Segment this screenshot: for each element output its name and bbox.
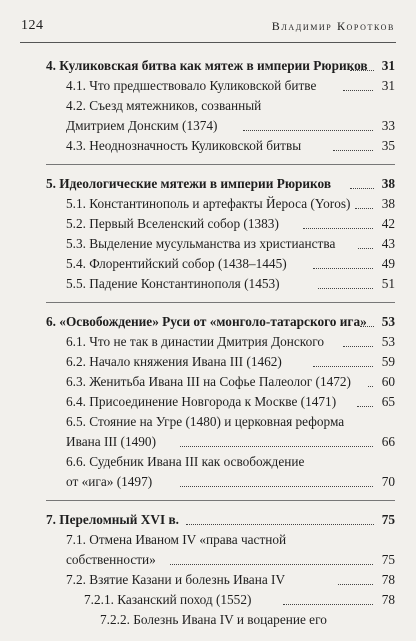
- toc-item[interactable]: [0, 76, 416, 96]
- toc-item-title: 7.2. Взятие Казани и болезнь Ивана IV: [66, 572, 286, 587]
- toc-item-title: 5.2. Первый Вселенский собор (1383): [66, 216, 279, 231]
- toc-item[interactable]: [0, 392, 416, 412]
- dot-leader: [358, 248, 373, 249]
- toc-item-continuation[interactable]: [0, 432, 416, 452]
- toc-page: 66: [381, 434, 395, 449]
- toc-item-title: 6.1. Что не так в династии Дмитрия Донского: [66, 334, 325, 349]
- toc-item[interactable]: [0, 96, 416, 116]
- toc-item-title: 6.6. Судебник Ивана III как освобождение: [66, 454, 305, 469]
- toc-chapter-title: 5. Идеологические мятежи в империи Рюриков: [46, 176, 332, 191]
- toc-item-title: 4.2. Съезд мятежников, созванный: [66, 98, 262, 113]
- toc-item-title: 5.5. Падение Константинополя (1453): [66, 276, 280, 291]
- toc-item[interactable]: [0, 254, 416, 274]
- dot-leader: [313, 366, 373, 367]
- dot-leader: [243, 130, 373, 131]
- toc-item-title: собственности»: [66, 552, 156, 567]
- toc-page: 53: [381, 314, 395, 329]
- toc-item[interactable]: [0, 332, 416, 352]
- toc-chapter-7[interactable]: [0, 510, 416, 530]
- section-separator: [46, 302, 395, 303]
- dot-leader: [303, 228, 373, 229]
- toc-item[interactable]: [0, 136, 416, 156]
- toc-item-continuation[interactable]: [0, 472, 416, 492]
- dot-leader: [180, 486, 373, 487]
- toc-chapter-4[interactable]: [0, 56, 416, 76]
- dot-leader: [338, 584, 373, 585]
- dot-leader: [355, 208, 373, 209]
- toc-page: 42: [381, 216, 395, 231]
- toc-item[interactable]: [0, 412, 416, 432]
- toc-item-title: 7.2.1. Казанский поход (1552): [84, 592, 252, 607]
- dot-leader: [357, 406, 373, 407]
- toc-item-continuation[interactable]: [0, 550, 416, 570]
- section-separator: [46, 500, 395, 501]
- toc-item[interactable]: [0, 214, 416, 234]
- toc-page: 38: [381, 176, 395, 191]
- dot-leader: [350, 70, 374, 71]
- toc-item[interactable]: [0, 274, 416, 294]
- toc-page: 78: [381, 572, 395, 587]
- toc-item-title: 7.1. Отмена Иваном IV «права частной: [66, 532, 287, 547]
- toc-page: 65: [381, 394, 395, 409]
- toc-item[interactable]: [0, 372, 416, 392]
- toc-page: 43: [381, 236, 395, 251]
- toc-chapter-title: 4. Куликовская битва как мятеж в империи Рюриков: [46, 58, 368, 73]
- toc-item[interactable]: [0, 234, 416, 254]
- toc-item-title: Ивана III (1490): [66, 434, 157, 449]
- toc-chapter-title: 6. «Освобождение» Руси от «монголо-татарского ига»: [46, 314, 367, 329]
- dot-leader: [368, 386, 373, 387]
- toc-chapter-5[interactable]: [0, 174, 416, 194]
- section-separator: [46, 164, 395, 165]
- toc-page: 59: [381, 354, 395, 369]
- toc-item[interactable]: [0, 194, 416, 214]
- page-number: 124: [21, 18, 44, 33]
- toc-item[interactable]: [0, 530, 416, 550]
- dot-leader: [343, 90, 373, 91]
- toc-chapter-title: 7. Переломный XVI в.: [46, 512, 179, 527]
- toc-item-title: 4.1. Что предшествовало Куликовской битве: [66, 78, 317, 93]
- toc-page: 60: [381, 374, 395, 389]
- dot-leader: [170, 564, 373, 565]
- dot-leader: [318, 288, 373, 289]
- toc-item[interactable]: [0, 590, 416, 610]
- toc-chapter-6[interactable]: [0, 312, 416, 332]
- dot-leader: [350, 188, 374, 189]
- dot-leader: [313, 268, 373, 269]
- toc-page: 53: [381, 334, 395, 349]
- dot-leader: [343, 346, 373, 347]
- toc-item[interactable]: [0, 452, 416, 472]
- toc-item[interactable]: [0, 352, 416, 372]
- toc-page: 78: [381, 592, 395, 607]
- toc-item[interactable]: [0, 610, 416, 630]
- running-head-author: Владимир Коротков: [271, 19, 395, 33]
- toc-item-title: 6.3. Женитьба Ивана III на Софье Палеолог (1472): [66, 374, 351, 389]
- toc-page: 49: [381, 256, 395, 271]
- toc-item-title: 5.3. Выделение мусульманства из христианства: [66, 236, 336, 251]
- toc-item-title: 7.2.2. Болезнь Ивана IV и воцарение его: [100, 612, 327, 627]
- toc-page: 38: [381, 196, 395, 211]
- toc-page: 33: [381, 118, 395, 133]
- dot-leader: [360, 326, 374, 327]
- toc-page: 75: [381, 552, 395, 567]
- toc-page: 51: [381, 276, 395, 291]
- toc-item-title: 5.4. Флорентийский собор (1438–1445): [66, 256, 287, 271]
- toc-item-title: 6.2. Начало княжения Ивана III (1462): [66, 354, 282, 369]
- dot-leader: [333, 150, 373, 151]
- dot-leader: [283, 604, 373, 605]
- toc-item-title: 6.5. Стояние на Угре (1480) и церковная реформа: [66, 414, 345, 429]
- toc-page: 70: [381, 474, 395, 489]
- toc-page: 35: [381, 138, 395, 153]
- toc-item-title: 6.4. Присоединение Новгорода к Москве (1471): [66, 394, 337, 409]
- dot-leader: [186, 524, 374, 525]
- toc-item-title: 4.3. Неоднозначность Куликовской битвы: [66, 138, 302, 153]
- toc-item-title: Дмитрием Донским (1374): [66, 118, 218, 133]
- toc-item-title: 5.1. Константинополь и артефакты Йероса (Yoros): [66, 196, 351, 211]
- toc-page: 31: [381, 58, 395, 73]
- toc-item[interactable]: [0, 570, 416, 590]
- toc-page: 31: [381, 78, 395, 93]
- dot-leader: [180, 446, 373, 447]
- toc-item-title: от «ига» (1497): [66, 474, 153, 489]
- toc-item-continuation[interactable]: [0, 116, 416, 136]
- toc-page: 75: [381, 512, 395, 527]
